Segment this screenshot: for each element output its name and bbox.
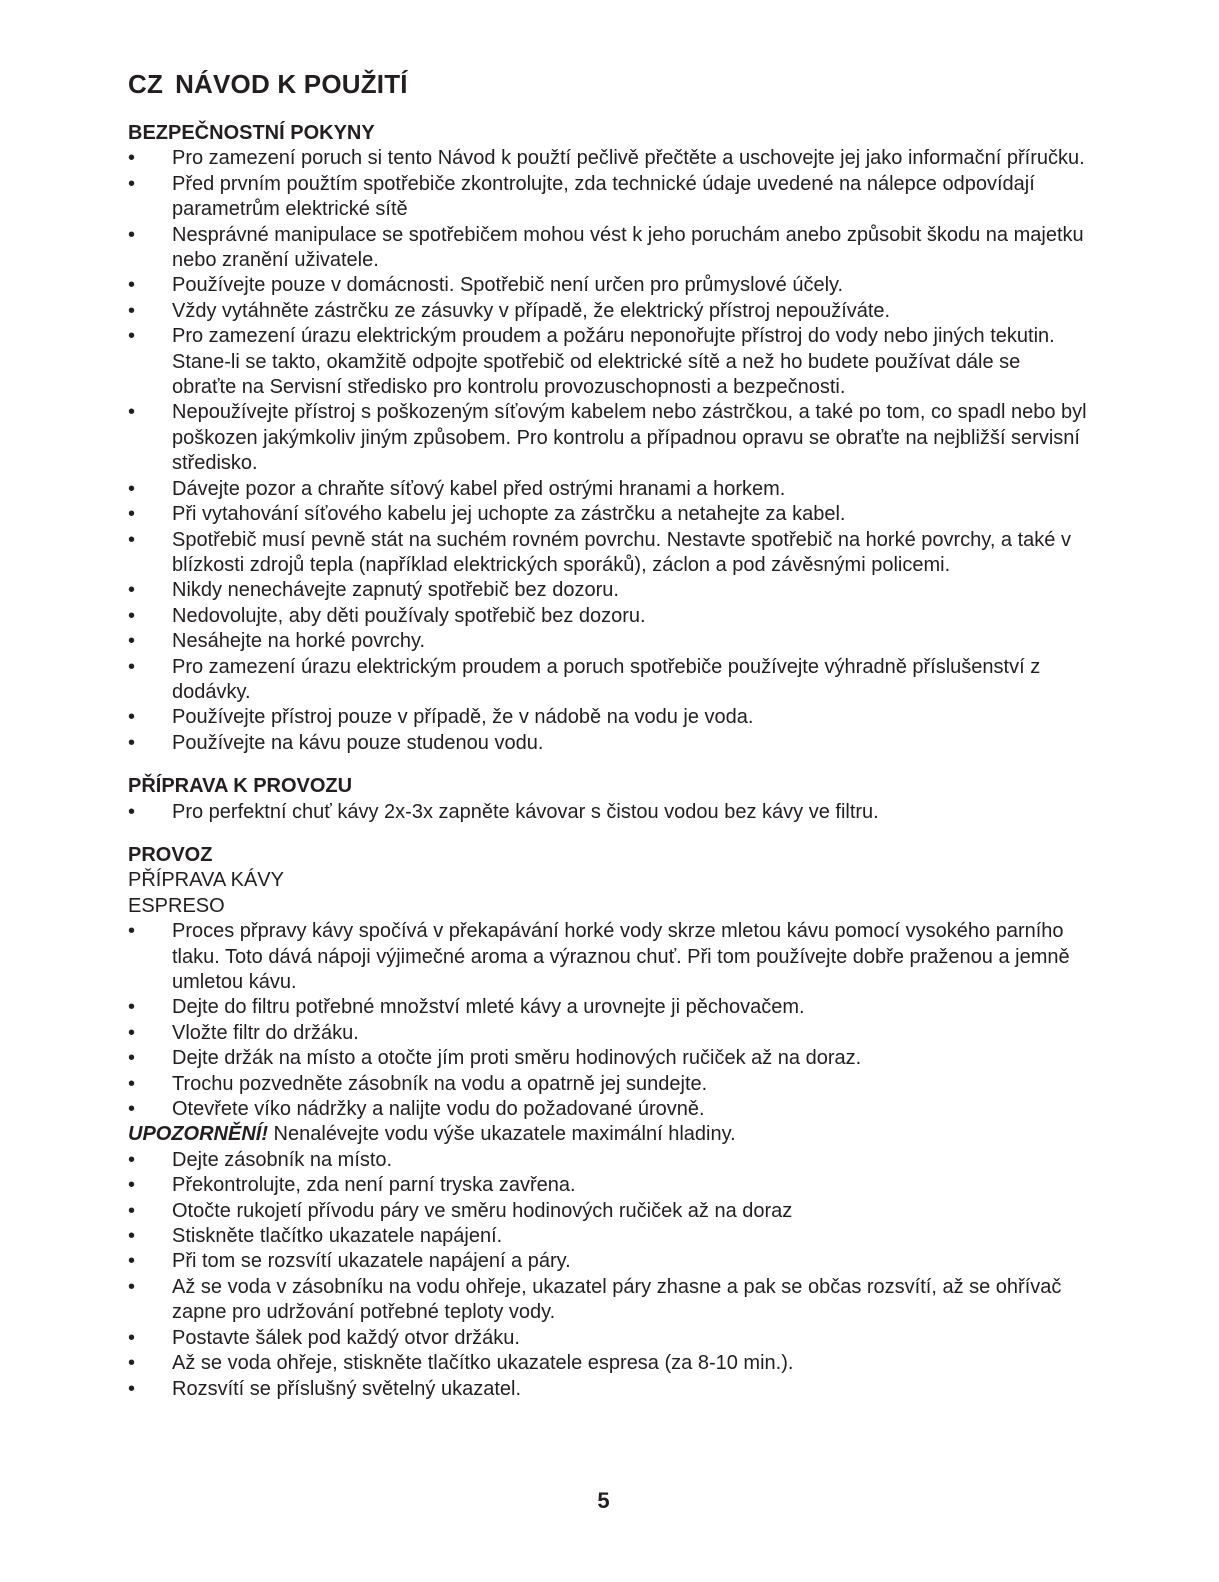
safety-section (128, 121, 1088, 756)
list-item-text: Při vytahování síťového kabelu jej uchopte za zástrčku a netahejte za kabel. (172, 503, 846, 526)
list-item (128, 1249, 1088, 1274)
list-item-text: Rozsvítí se příslušný světelný ukazatel. (172, 1377, 522, 1400)
list-item-text: Používejte přístroj pouze v případě, že v nádobě na vodu je voda. (172, 706, 754, 729)
list-item (128, 578, 1088, 603)
list-item (128, 528, 1088, 579)
bullet-icon: • (128, 1225, 136, 1248)
warning-label: UPOZORNĚNÍ! (128, 1123, 268, 1146)
list-item (128, 1224, 1088, 1249)
list-item-text: Používejte pouze v domácnosti. Spotřebič není určen pro průmyslové účely. (172, 274, 844, 297)
list-item (128, 324, 1088, 400)
list-item (128, 1173, 1088, 1198)
bullet-icon: • (128, 1072, 136, 1095)
bullet-icon: • (128, 1199, 136, 1222)
list-item-text: Při tom se rozsvítí ukazatele napájení a páry. (172, 1250, 571, 1273)
bullet-icon: • (128, 503, 136, 526)
list-item (128, 172, 1088, 223)
list-item (128, 629, 1088, 654)
list-item-text: Pro perfektní chuť kávy 2x-3x zapněte kávovar s čistou vodou bez kávy ve filtru. (172, 800, 879, 823)
safety-list (128, 146, 1088, 756)
list-item (128, 146, 1088, 171)
list-item-text: Vložte filtr do držáku. (172, 1021, 359, 1044)
list-item (128, 1072, 1088, 1097)
bullet-icon: • (128, 1148, 136, 1171)
bullet-icon: • (128, 1377, 136, 1400)
bullet-icon: • (128, 147, 136, 170)
title-text: NÁVOD K POUŽITÍ (175, 69, 408, 99)
list-item (128, 919, 1088, 995)
coffee-preparation-subheading: PŘÍPRAVA KÁVY (128, 869, 284, 892)
list-item-text: Trochu pozvedněte zásobník na vodu a opatrně jej sundejte. (172, 1072, 708, 1095)
list-item-text: Pro zamezení poruch si tento Návod k použtí pečlivě přečtěte a uschovejte jej jako informační příručku. (172, 147, 1085, 170)
bullet-icon: • (128, 1098, 136, 1121)
bullet-icon: • (128, 579, 136, 602)
bullet-icon: • (128, 800, 136, 823)
list-item-text: Otevřete víko nádržky a nalijte vodu do požadované úrovně. (172, 1098, 705, 1121)
preparation-heading: PŘÍPRAVA K PROVOZU (128, 775, 353, 798)
bullet-icon: • (128, 604, 136, 627)
title-language-code: CZ (128, 69, 164, 99)
espresso-subheading: ESPRESO (128, 894, 225, 917)
list-item-text: Pro zamezení úrazu elektrickým proudem a požáru neponořujte přístroj do vody nebo jiných tekutin. Stane-li se takto, okamžitě odpojte spotřebič od elektrické sítě a než ho budete používat dále se obraťte na Servisní středisko pro kontrolu provozuschopnosti a bezpečnosti. (172, 325, 1055, 399)
list-item (128, 1326, 1088, 1351)
list-item-text: Vždy vytáhněte zástrčku ze zásuvky v případě, že elektrický přístroj nepoužíváte. (172, 299, 891, 322)
list-item (128, 705, 1088, 730)
list-item (128, 1199, 1088, 1224)
list-item (128, 299, 1088, 324)
espresso-steps-list (128, 919, 1088, 1122)
list-item-text: Stiskněte tlačítko ukazatele napájení. (172, 1225, 503, 1248)
list-item (128, 502, 1088, 527)
bullet-icon: • (128, 731, 136, 754)
list-item (128, 655, 1088, 706)
bullet-icon: • (128, 996, 136, 1019)
list-item-text: Nesprávné manipulace se spotřebičem mohou vést k jeho poruchám anebo způsobit škodu na majetku nebo zranění uživatele. (172, 223, 1084, 272)
list-item-text: Používejte na kávu pouze studenou vodu. (172, 731, 544, 754)
bullet-icon: • (128, 1021, 136, 1044)
list-item-text: Nedovolujte, aby děti používaly spotřebič bez dozoru. (172, 604, 646, 627)
list-item (128, 273, 1088, 298)
list-item-text: Dejte zásobník na místo. (172, 1148, 393, 1171)
operation-steps-list (128, 1148, 1088, 1402)
list-item (128, 400, 1088, 476)
list-item-text: Až se voda v zásobníku na vodu ohřeje, ukazatel páry zhasne a pak se občas rozsvítí, až se ohřívač zapne pro udržování potřebné teploty vody. (172, 1275, 1062, 1324)
list-item-text: Až se voda ohřeje, stiskněte tlačítko ukazatele espresa (za 8-10 min.). (172, 1352, 794, 1375)
list-item-text: Pro zamezení úrazu elektrickým proudem a poruch spotřebiče používejte výhradně příslušenství z dodávky. (172, 655, 1041, 703)
list-item (128, 1275, 1088, 1326)
list-item-text: Před prvním použtím spotřebiče zkontrolujte, zda technické údaje uvedené na nálepce odpovídají parametrům elektrické sítě (172, 172, 1035, 221)
bullet-icon: • (128, 630, 136, 653)
bullet-icon: • (128, 172, 136, 195)
bullet-icon: • (128, 401, 136, 424)
list-item (128, 1021, 1088, 1046)
safety-heading: BEZPEČNOSTNÍ POKYNY (128, 122, 375, 144)
bullet-icon: • (128, 1352, 136, 1375)
list-item-text: Dávejte pozor a chraňte síťový kabel před ostrými hranami a horkem. (172, 477, 786, 500)
list-item-text: Dejte do filtru potřebné množství mleté kávy a urovnejte ji pěchovačem. (172, 996, 805, 1019)
list-item-text: Nikdy nenechávejte zapnutý spotřebič bez dozoru. (172, 579, 619, 602)
bullet-icon: • (128, 223, 136, 246)
list-item (128, 1377, 1088, 1402)
list-item (128, 1097, 1088, 1122)
bullet-icon: • (128, 1047, 136, 1070)
bullet-icon: • (128, 655, 136, 678)
list-item (128, 995, 1088, 1020)
bullet-icon: • (128, 1326, 136, 1349)
warning-text: Nenalévejte vodu výše ukazatele maximální hladiny. (268, 1123, 736, 1146)
list-item (128, 1351, 1088, 1376)
list-item (128, 477, 1088, 502)
list-item (128, 604, 1088, 629)
list-item (128, 800, 1088, 825)
bullet-icon: • (128, 299, 136, 322)
bullet-icon: • (128, 274, 136, 297)
list-item-text: Nepoužívejte přístroj s poškozeným síťovým kabelem nebo zástrčkou, a také po tom, co spadl nebo byl poškozen jakýmkoliv jiným způsobem. Pro kontrolu a případnou opravu se obraťte na nejbližší servisní středisko. (172, 401, 1087, 475)
list-item-text: Otočte rukojetí přívodu páry ve směru hodinových ručiček až na doraz (172, 1199, 793, 1222)
list-item-text: Spotřebič musí pevně stát na suchém rovném povrchu. Nestavte spotřebič na horké povrchy, a také v blízkosti zdrojů tepla (například elektrických sporáků), záclon a pod závěsnými policemi. (172, 528, 1071, 576)
bullet-icon: • (128, 1250, 136, 1273)
list-item (128, 1148, 1088, 1173)
bullet-icon: • (128, 706, 136, 729)
warning-note (128, 1122, 1088, 1147)
page-number: 5 (597, 1488, 610, 1513)
bullet-icon: • (128, 528, 136, 551)
operation-heading: PROVOZ (128, 843, 213, 866)
preparation-section (128, 774, 1088, 825)
operation-section (128, 843, 1088, 1402)
list-item-text: Překontrolujte, zda není parní tryska zavřena. (172, 1174, 576, 1197)
preparation-list (128, 800, 1088, 825)
list-item-text: Proces přpravy kávy spočívá v překapávání horké vody skrze mletou kávu pomocí vysokého parního tlaku. Toto dává nápoji výjimečné aroma a výraznou chuť. Při tom používejte dobře praženou a jemně umletou kávu. (172, 920, 1070, 993)
list-item (128, 223, 1088, 274)
bullet-icon: • (128, 325, 136, 348)
list-item-text: Nesáhejte na horké povrchy. (172, 630, 426, 653)
manual-page (128, 64, 1088, 1402)
bullet-icon: • (128, 477, 136, 500)
bullet-icon: • (128, 920, 136, 943)
list-item-text: Postavte šálek pod každý otvor držáku. (172, 1326, 520, 1349)
list-item (128, 1046, 1088, 1071)
bullet-icon: • (128, 1174, 136, 1197)
list-item-text: Dejte držák na místo a otočte jím proti směru hodinových ručiček až na doraz. (172, 1047, 862, 1070)
bullet-icon: • (128, 1275, 136, 1298)
page-title (128, 64, 1088, 104)
list-item (128, 731, 1088, 756)
